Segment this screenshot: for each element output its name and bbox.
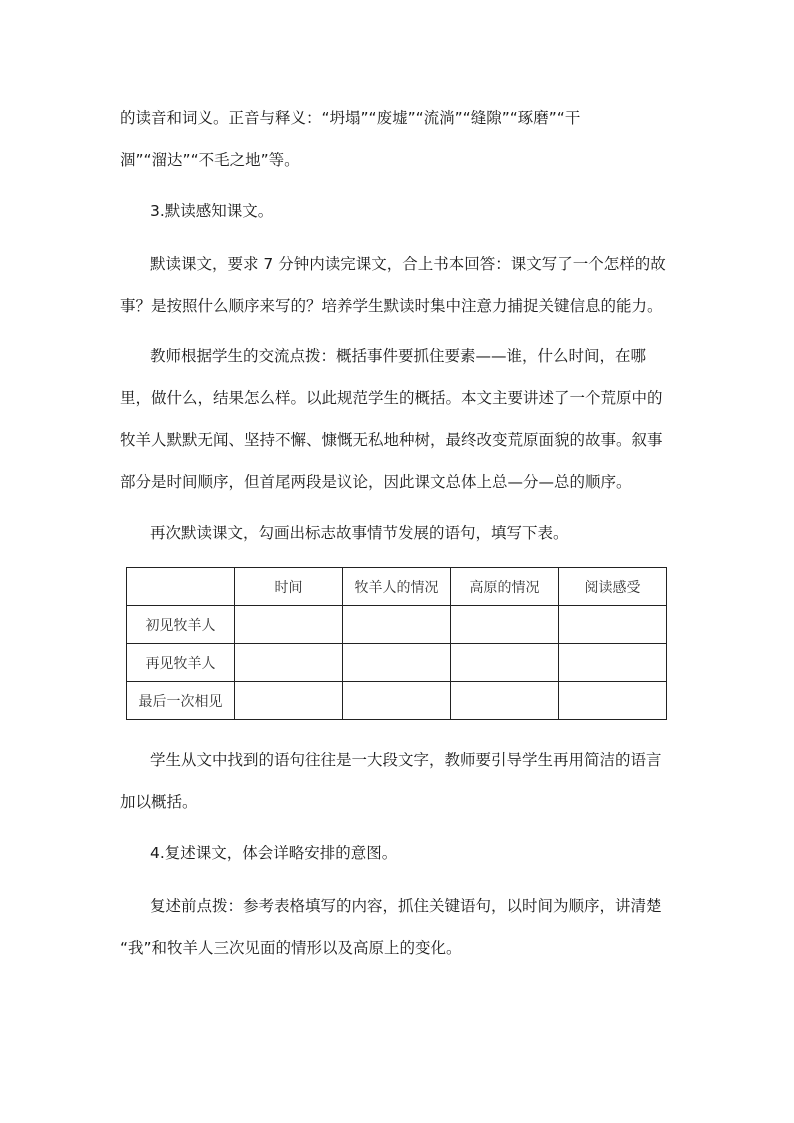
table-header-cell: 时间 bbox=[235, 568, 343, 606]
table-row-label: 初见牧羊人 bbox=[127, 606, 235, 644]
table-cell bbox=[451, 682, 559, 720]
table-header-cell: 阅读感受 bbox=[559, 568, 667, 606]
paragraph-teacher-guidance-line-2: 里，做什么，结果怎么样。以此规范学生的概括。本文主要讲述了一个荒原中的 bbox=[120, 389, 663, 407]
table-row bbox=[127, 606, 667, 644]
paragraph-vocab-line-1: 的读音和词义。正音与释义：“坍塌”“废墟”“流淌”“缝隙”“琢磨”“干 bbox=[120, 109, 581, 127]
paragraph-fill-table-instruction: 再次默读课文，勾画出标志故事情节发展的语句，填写下表。 bbox=[150, 524, 569, 542]
table-cell bbox=[451, 644, 559, 682]
table-row-label: 最后一次相见 bbox=[127, 682, 235, 720]
table-header-row bbox=[127, 568, 667, 606]
paragraph-student-summary-line-1: 学生从文中找到的语句往往是一大段文字，教师要引导学生再用简洁的语言 bbox=[150, 751, 662, 769]
table-row bbox=[127, 682, 667, 720]
table-cell bbox=[235, 606, 343, 644]
table-row bbox=[127, 644, 667, 682]
paragraph-silent-reading-line-2: 事？是按照什么顺序来写的？培养学生默读时集中注意力捕捉关键信息的能力。 bbox=[120, 297, 663, 315]
table-header-cell: 高原的情况 bbox=[451, 568, 559, 606]
table-cell bbox=[235, 682, 343, 720]
table-cell bbox=[343, 644, 451, 682]
table-header-cell bbox=[127, 568, 235, 606]
paragraph-student-summary-line-2: 加以概括。 bbox=[120, 793, 198, 811]
table-cell bbox=[559, 682, 667, 720]
table-cell bbox=[559, 644, 667, 682]
paragraph-teacher-guidance-line-1: 教师根据学生的交流点拨：概括事件要抓住要素——谁，什么时间，在哪 bbox=[150, 347, 647, 365]
table-cell bbox=[343, 682, 451, 720]
table-header-cell: 牧羊人的情况 bbox=[343, 568, 451, 606]
paragraph-silent-reading-line-1: 默读课文，要求 7 分钟内读完课文，合上书本回答：课文写了一个怎样的故 bbox=[150, 255, 666, 273]
paragraph-teacher-guidance-line-4: 部分是时间顺序，但首尾两段是议论，因此课文总体上总—分—总的顺序。 bbox=[120, 473, 632, 491]
section-heading-3: 3.默读感知课文。 bbox=[150, 202, 274, 220]
table-row-label: 再见牧羊人 bbox=[127, 644, 235, 682]
table-cell bbox=[559, 606, 667, 644]
plot-summary-table bbox=[126, 567, 667, 720]
table-cell bbox=[343, 606, 451, 644]
paragraph-teacher-guidance-line-3: 牧羊人默默无闻、坚持不懈、慷慨无私地种树，最终改变荒原面貌的故事。叙事 bbox=[120, 431, 663, 449]
paragraph-retell-guidance-line-1: 复述前点拨：参考表格填写的内容，抓住关键语句，以时间为顺序，讲清楚 bbox=[150, 897, 662, 915]
table-cell bbox=[235, 644, 343, 682]
section-heading-4: 4.复述课文，体会详略安排的意图。 bbox=[150, 844, 398, 862]
table-cell bbox=[451, 606, 559, 644]
paragraph-vocab-line-2: 涸”“溜达”“不毛之地”等。 bbox=[120, 151, 300, 169]
paragraph-retell-guidance-line-2: “我”和牧羊人三次见面的情形以及高原上的变化。 bbox=[120, 939, 462, 957]
